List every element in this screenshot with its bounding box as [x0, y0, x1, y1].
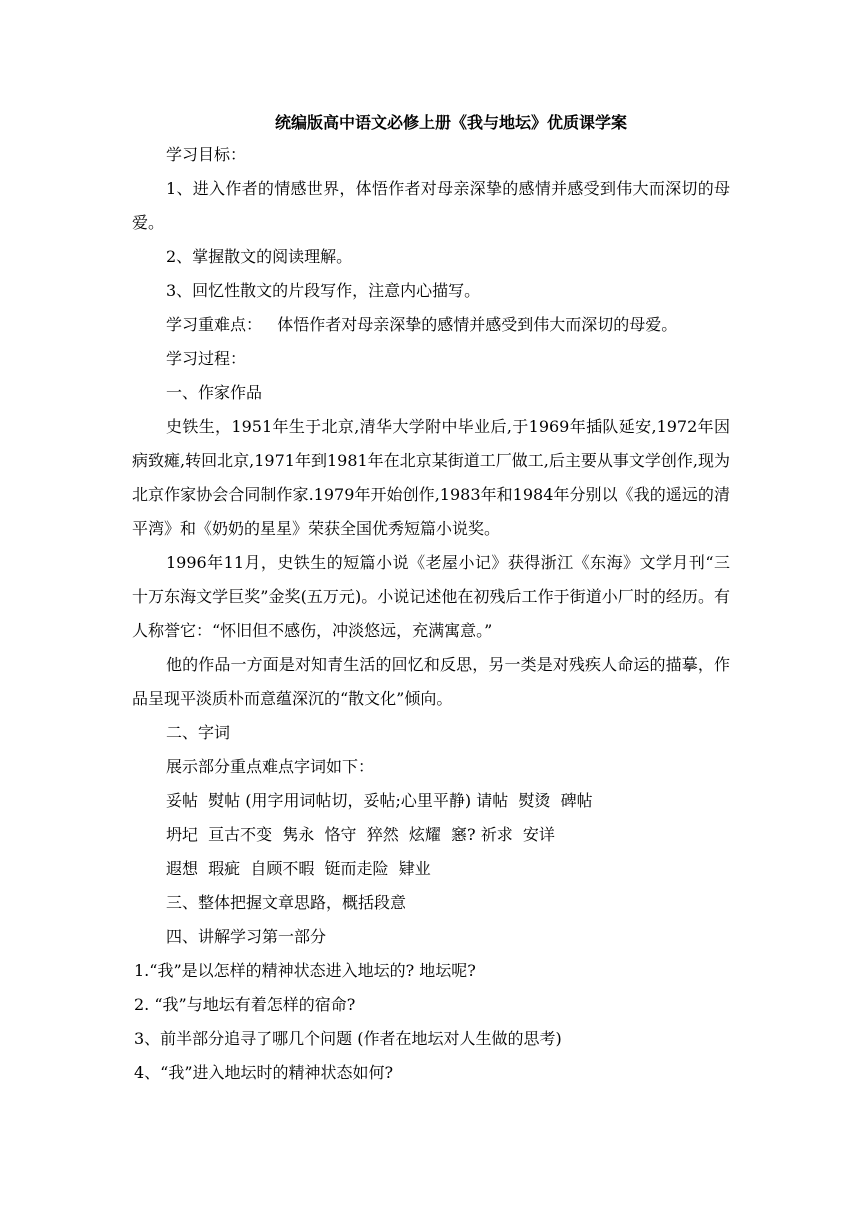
section-heading-learning-process: 学习过程：: [166, 349, 247, 368]
key-difficulty: 学习重难点： 体悟作者对母亲深挚的感情并感受到伟大而深切的母爱。: [166, 315, 678, 334]
heading-overall-structure: 三、整体把握文章思路，概括段意: [166, 893, 407, 912]
goal-item-3: 3、回忆性散文的片段写作，注意内心描写。: [166, 281, 481, 300]
question-3: 3、前半部分追寻了哪几个问题 (作者在地坛对人生做的思考): [134, 1029, 562, 1048]
goal-item-2: 2、掌握散文的阅读理解。: [166, 247, 353, 266]
works-style-paragraph: 他的作品一方面是对知青生活的回忆和反思，另一类是对残疾人命运的描摹，作品呈现平淡质朴而意蕴深沉的“散文化”倾向。: [132, 655, 730, 708]
vocabulary-line-3: 遐想 瑕疵 自顾不暇 铤而走险 肄业: [166, 859, 431, 878]
vocabulary-intro: 展示部分重点难点字词如下：: [166, 757, 375, 776]
question-1: 1.“我”是以怎样的精神状态进入地坛的? 地坛呢?: [134, 961, 476, 980]
question-4: 4、“我”进入地坛时的精神状态如何?: [134, 1063, 394, 1082]
vocabulary-line-2: 坍圮 亘古不变 隽永 恪守 猝然 炫耀 窸? 祈求 安详: [166, 825, 555, 844]
heading-author-works: 一、作家作品: [166, 383, 263, 402]
heading-vocabulary: 二、字词: [166, 723, 231, 742]
award-paragraph: 1996年11月，史铁生的短篇小说《老屋小记》获得浙江《东海》文学月刊“三十万东海文学巨奖”金奖(五万元)。小说记述他在初残后工作于街道小厂时的经历。有人称誉它：“怀旧但不感伤，冲淡悠远，充满寓意。”: [132, 553, 730, 640]
section-heading-learning-goals: 学习目标：: [166, 145, 247, 164]
heading-part-one: 四、讲解学习第一部分: [166, 927, 327, 946]
question-2: 2. “我”与地坛有着怎样的宿命?: [134, 995, 356, 1014]
author-bio-paragraph: 史铁生，1951年生于北京,清华大学附中毕业后,于1969年插队延安,1972年因病致瘫,转回北京,1971年到1981年在北京某街道工厂做工,后主要从事文学创作,现为北京作家协会合同制作家.1979年开始创作,1983年和1984年分别以《我的遥远的清平湾》和《奶奶的星星》荣获全国优秀短篇小说奖。: [132, 417, 730, 538]
vocabulary-line-1: 妥帖 熨帖 (用字用词帖切，妥帖;心里平静) 请帖 熨烫 碑帖: [166, 791, 593, 810]
document-title: 统编版高中语文必修上册《我与地坛》优质课学案: [274, 113, 627, 132]
document-page: [132, 108, 730, 1090]
goal-item-1: 1、进入作者的情感世界，体悟作者对母亲深挚的感情并感受到伟大而深切的母爱。: [132, 179, 730, 232]
